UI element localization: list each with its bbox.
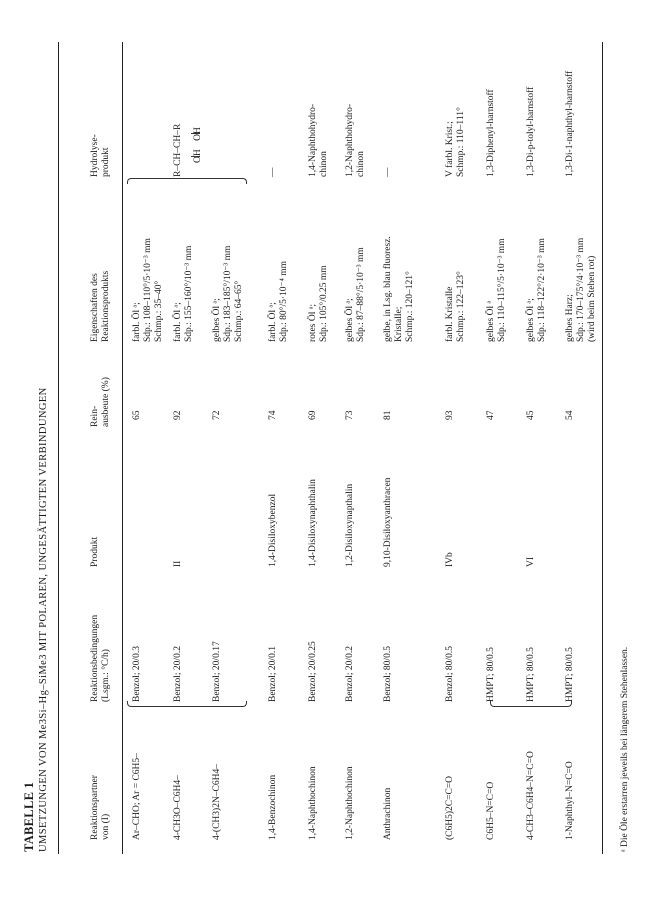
cell-yield	[132, 411, 143, 421]
cell-hydrolysis	[445, 107, 467, 177]
cell-hydrolysis	[173, 124, 204, 177]
cell-properties	[445, 271, 467, 342]
properties-line: Sdp.: 105°/0.25 mm	[319, 265, 329, 342]
bottom-rule	[602, 42, 603, 854]
cell-hydrolysis	[486, 89, 497, 177]
hydrolysis-line: 1,3-Diphenyl-harnstoff	[486, 89, 496, 177]
properties-line: Schmp.: 120–121°	[405, 271, 415, 342]
cell-partner	[383, 788, 394, 840]
properties-line: Sdp.: 183–185°/10⁻³ mm	[223, 245, 233, 342]
cell-properties	[132, 238, 165, 342]
properties-line: farbl. Öl ᵃ;	[132, 302, 142, 342]
cell-yield	[383, 411, 394, 421]
properties-line: farbl. Kristalle	[445, 286, 455, 342]
conditions-line: Benzol; 20/0.1	[268, 646, 278, 702]
product-line: VI	[526, 556, 536, 567]
product-line: 9,10-Disiloxyanthracen	[383, 477, 393, 567]
cell-hydrolysis	[565, 71, 576, 177]
partner-line: 4-CH3–C6H4–N=C=O	[526, 751, 536, 840]
cell-partner	[173, 775, 184, 840]
table-subtitle: UMSETZUNGEN VON Me3Si–Hg–SiMe3 MIT POLAREN, UNGESÄTTIGTEN VERBINDUNGEN	[38, 387, 49, 852]
cell-partner	[345, 766, 356, 840]
properties-line: Schmp.: 122–123°	[456, 271, 466, 342]
properties-line: gelbes Öl ᵃ;	[526, 298, 536, 342]
cell-partner	[212, 764, 223, 840]
properties-line: farbl. Öl ᵃ;	[173, 302, 183, 342]
conditions-line: HMPT; 80/0.5	[486, 647, 496, 702]
formula-bond-2	[191, 133, 200, 134]
cell-conditions	[132, 646, 143, 702]
yield-line: 47	[486, 410, 496, 420]
conditions-line: Benzol; 20/0.17	[212, 641, 222, 702]
properties-line: Sdp.: 87–88°/5·10⁻³ mm	[356, 247, 366, 342]
partner-line: 4-CH3O–C6H4–	[173, 775, 183, 840]
cell-conditions	[383, 646, 394, 702]
cell-properties	[268, 261, 290, 342]
cell-properties	[308, 265, 330, 342]
cell-properties	[383, 236, 416, 342]
yield-line: 45	[526, 410, 536, 420]
properties-line: Schmp.: 64–65°	[234, 280, 244, 342]
cell-properties	[565, 238, 598, 342]
cell-hydrolysis	[268, 168, 279, 178]
header-conditions: Reaktionsbedingungen (Lsgm.: °C/h)	[90, 614, 111, 702]
header-properties: Eigenschaften des Reaktionsprodukts	[90, 270, 111, 342]
cell-partner	[445, 776, 456, 840]
brace-conditions-aldehydes	[127, 701, 247, 707]
cell-product	[308, 479, 319, 567]
cell-conditions	[212, 641, 223, 702]
conditions-line: Benzol; 20/0.2	[173, 646, 183, 702]
header-partner: Reaktionspartner von (I)	[90, 775, 111, 840]
cell-yield	[308, 411, 319, 421]
hydrolysis-line: chinon	[319, 151, 329, 177]
cell-partner	[268, 775, 279, 840]
header-yield: Rein- ausbeute (%)	[90, 377, 111, 427]
cell-product	[526, 557, 537, 567]
hydrolysis-line: 1,2-Naphthohydro-	[345, 103, 355, 177]
cell-conditions	[486, 647, 497, 702]
cell-yield	[268, 411, 279, 421]
brace-conditions-isocyanates	[490, 701, 572, 707]
cell-conditions	[565, 647, 576, 702]
yield-line: 92	[173, 410, 183, 420]
conditions-line: Benzol; 20/0.25	[308, 641, 318, 702]
yield-line: 72	[212, 410, 222, 420]
properties-line: gelbes Harz;	[565, 294, 575, 342]
table-title: TABELLE 1	[22, 781, 36, 852]
properties-line: Sdp.: 108–110°/5·10⁻³ mm	[143, 238, 153, 342]
hydrolysis-line: —	[383, 167, 393, 177]
hydrolysis-line: 1,3-Di-p-tolyl-harnstoff	[526, 86, 536, 177]
cell-yield	[212, 411, 223, 421]
cell-product	[345, 484, 356, 567]
cell-hydrolysis	[308, 104, 330, 177]
properties-line: Kristalle;	[394, 306, 404, 342]
properties-line: Sdp.: 118–122°/2·10⁻³ mm	[537, 238, 547, 342]
partner-line: Ar–CHO; Ar = C6H5–	[132, 753, 142, 840]
partner-line: Anthrachinon	[383, 787, 393, 840]
properties-line: gelbes Öl ᵃ	[486, 300, 496, 342]
yield-line: 69	[308, 410, 318, 420]
formula-bond-1	[191, 156, 200, 157]
conditions-line: HMPT; 80/0.5	[565, 647, 575, 702]
partner-line: C6H5–N=C=O	[486, 781, 496, 840]
yield-line: 54	[565, 410, 575, 420]
cell-product	[445, 552, 456, 567]
yield-line: 81	[383, 410, 393, 420]
partner-line: 4-(CH3)2N–C6H4–	[212, 764, 222, 840]
cell-yield	[486, 411, 497, 421]
properties-line: Schmp.: 35–40°	[154, 280, 164, 342]
cell-yield	[445, 411, 456, 421]
brace-hydrolysis-aldehydes	[127, 178, 247, 184]
hydrolysis-line: 1,3-Di-1-naphthyl-harnstoff	[565, 70, 575, 177]
properties-line: (wird beim Stehen rot)	[587, 255, 597, 342]
product-line: IVb	[445, 552, 455, 567]
partner-line: (C6H5)2C=C=O	[445, 775, 455, 840]
cell-conditions	[308, 641, 319, 702]
cell-conditions	[445, 646, 456, 702]
hydrolysis-line: Schmp.: 110–111°	[456, 107, 466, 177]
cell-properties	[173, 246, 195, 342]
cell-properties	[526, 238, 548, 342]
cell-product	[268, 494, 279, 567]
cell-partner	[308, 766, 319, 840]
cell-yield	[526, 411, 537, 421]
cell-product	[173, 561, 184, 567]
product-line: 1,4-Disiloxybenzol	[268, 493, 278, 567]
hydrolysis-line: chinon	[356, 151, 366, 177]
cell-conditions	[268, 646, 279, 702]
cell-product	[383, 478, 394, 567]
product-line: II	[173, 560, 183, 567]
properties-line: farbl. Öl ᵃ;	[268, 302, 278, 342]
partner-line: 1-Naphthyl–N=C=O	[565, 761, 575, 840]
cell-conditions	[345, 646, 356, 702]
conditions-line: HMPT; 80/0.5	[526, 647, 536, 702]
cell-properties	[486, 238, 508, 342]
cell-partner	[486, 782, 497, 840]
cell-conditions	[173, 646, 184, 702]
yield-line: 65	[132, 410, 142, 420]
yield-line: 74	[268, 410, 278, 420]
conditions-line: Benzol; 20/0.2	[345, 646, 355, 702]
properties-line: gelbe, in Lsg. blau fluoresz.	[383, 236, 393, 342]
properties-line: gelbes Öl ᵃ;	[212, 298, 222, 342]
product-line: 1,2-Disiloxynapthalin	[345, 483, 355, 567]
partner-line: 1,2-Naphthochinon	[345, 766, 355, 840]
hydrolysis-line: R–CH–CH–R	[173, 123, 183, 177]
header-product: Produkt	[90, 536, 100, 567]
cell-hydrolysis	[383, 168, 394, 178]
cell-partner	[526, 751, 537, 840]
yield-line: 93	[445, 410, 455, 420]
properties-line: Sdp.: 155–160°/10⁻³ mm	[184, 245, 194, 342]
hydrolysis-line: V farbl. Krist.;	[445, 121, 455, 177]
properties-line: gelbes Öl ᵃ;	[345, 298, 355, 342]
conditions-line: Benzol; 20/0.3	[132, 646, 142, 702]
conditions-line: Benzol; 80/0.5	[445, 646, 455, 702]
footnote: ᵃ Die Öle erstarren jeweils bei längerem Stehenlassen.	[620, 646, 630, 852]
partner-line: 1,4-Benzochinon	[268, 774, 278, 840]
conditions-line: Benzol; 80/0.5	[383, 646, 393, 702]
top-rule	[58, 42, 59, 854]
properties-line: Sdp.: 110–115°/5·10⁻³ mm	[497, 238, 507, 342]
hydrolysis-line: OH OH	[193, 127, 203, 163]
header-rule	[122, 42, 123, 854]
cell-hydrolysis	[526, 87, 537, 177]
hydrolysis-line: 1,4-Naphthohydro-	[308, 103, 318, 177]
hydrolysis-line: —	[268, 167, 278, 177]
cell-yield	[565, 411, 576, 421]
cell-properties	[345, 247, 367, 342]
cell-partner	[132, 753, 143, 840]
cell-hydrolysis	[345, 104, 367, 177]
cell-yield	[345, 411, 356, 421]
product-line: 1,4-Disiloxynaphthalin	[308, 479, 318, 567]
yield-line: 73	[345, 410, 355, 420]
cell-conditions	[526, 647, 537, 702]
cell-properties	[212, 246, 245, 342]
properties-line: rotes Öl ᵃ;	[308, 304, 318, 342]
partner-line: 1,4-Naphthochinon	[308, 766, 318, 840]
properties-line: Sdp.: 80°/5·10⁻⁴ mm	[279, 260, 289, 342]
cell-partner	[565, 761, 576, 840]
header-hydrolysis: Hydrolyse- produkt	[90, 134, 111, 177]
cell-yield	[173, 411, 184, 421]
properties-line: Sdp.: 170–175°/4·10⁻³ mm	[576, 237, 586, 342]
